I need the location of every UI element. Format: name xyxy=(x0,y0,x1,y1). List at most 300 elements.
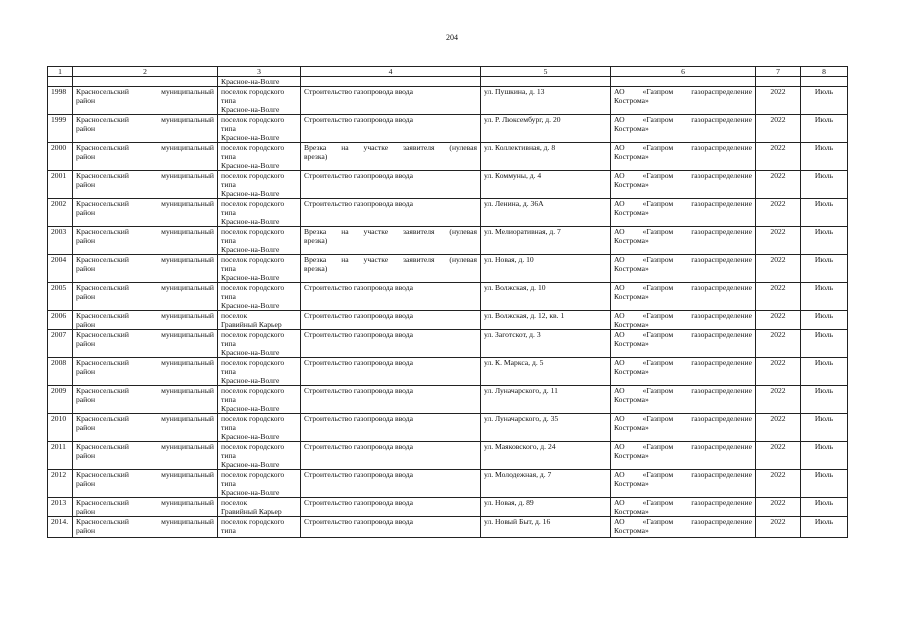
district-text: район xyxy=(76,367,96,376)
organization-text: АО «Газпром газораспределение xyxy=(614,311,752,320)
address-cell: ул. Луначарского, д. 35 xyxy=(481,414,611,442)
organization-text: АО «Газпром газораспределение xyxy=(614,115,752,124)
district-text: Красносельский муниципальный xyxy=(76,143,214,152)
organization-text: АО «Газпром газораспределение xyxy=(614,227,752,236)
work-type-text: Строительство газопровода ввода xyxy=(304,311,413,320)
month-cell: Июль xyxy=(801,171,848,199)
year-cell: 2022 xyxy=(756,470,801,498)
work-type-text: Строительство газопровода ввода xyxy=(304,498,413,507)
month-cell: Июль xyxy=(801,358,848,386)
settlement-cell xyxy=(218,358,301,386)
settlement-text: Красное-на-Волге xyxy=(221,189,280,198)
row-number-cell: 2002 xyxy=(48,199,73,227)
district-text: Красносельский муниципальный xyxy=(76,386,214,395)
address-cell: ул. Волжская, д. 10 xyxy=(481,283,611,311)
organization-cell xyxy=(611,358,756,386)
table-row xyxy=(48,255,848,283)
settlement-cell xyxy=(218,227,301,255)
table-row xyxy=(48,171,848,199)
settlement-text: Красное-на-Волге xyxy=(221,161,280,170)
row-number-cell: 2013 xyxy=(48,498,73,517)
district-cell xyxy=(73,143,218,171)
month-cell: Июль xyxy=(801,227,848,255)
district-text: район xyxy=(76,507,96,516)
page-number: 204 xyxy=(446,33,458,42)
table-row xyxy=(48,115,848,143)
address-cell: ул. Новая, д. 89 xyxy=(481,498,611,517)
work-type-cell xyxy=(301,414,481,442)
address-cell: ул. Новая, д. 10 xyxy=(481,255,611,283)
district-text: Красносельский муниципальный xyxy=(76,498,214,507)
work-type-cell xyxy=(301,330,481,358)
settlement-text: поселок городского xyxy=(221,517,285,526)
work-type-cell xyxy=(301,115,481,143)
organization-cell xyxy=(611,311,756,330)
table-row xyxy=(48,358,848,386)
column-header: 4 xyxy=(301,67,481,77)
settlement-text: типа xyxy=(221,339,236,348)
district-cell xyxy=(73,386,218,414)
work-type-text: Строительство газопровода ввода xyxy=(304,442,413,451)
month-cell: Июль xyxy=(801,255,848,283)
settlement-cell xyxy=(218,115,301,143)
table-row xyxy=(48,199,848,227)
organization-cell xyxy=(611,171,756,199)
address-cell: ул. Коллективная, д. 8 xyxy=(481,143,611,171)
organization-text: Кострома» xyxy=(614,152,649,161)
settlement-cell xyxy=(218,311,301,330)
settlement-text: Красное-на-Волге xyxy=(221,432,280,441)
month-cell: Июль xyxy=(801,414,848,442)
work-type-cell xyxy=(301,498,481,517)
address-cell: ул. Мелиоративная, д. 7 xyxy=(481,227,611,255)
year-cell: 2022 xyxy=(756,171,801,199)
district-text: Красносельский муниципальный xyxy=(76,283,214,292)
work-type-text: врезка) xyxy=(304,236,328,245)
organization-text: АО «Газпром газораспределение xyxy=(614,87,752,96)
organization-cell xyxy=(611,227,756,255)
district-text: район xyxy=(76,479,96,488)
address-cell: ул. Новый Быт, д. 16 xyxy=(481,517,611,538)
work-type-text: Строительство газопровода ввода xyxy=(304,470,413,479)
column-number-row xyxy=(48,67,848,77)
organization-text: Кострома» xyxy=(614,339,649,348)
work-type-cell xyxy=(301,517,481,538)
district-cell xyxy=(73,498,218,517)
settlement-text: типа xyxy=(221,451,236,460)
table-row xyxy=(48,498,848,517)
organization-text: Кострома» xyxy=(614,208,649,217)
table-row xyxy=(48,283,848,311)
work-type-text: Врезка на участке заявителя (нулевая xyxy=(304,255,477,264)
table-row xyxy=(48,330,848,358)
district-cell xyxy=(73,358,218,386)
work-type-text: Врезка на участке заявителя (нулевая xyxy=(304,143,477,152)
column-header: 6 xyxy=(611,67,756,77)
work-type-cell xyxy=(301,470,481,498)
settlement-text: Красное-на-Волге xyxy=(221,348,280,357)
district-text: Красносельский муниципальный xyxy=(76,311,214,320)
organization-text: АО «Газпром газораспределение xyxy=(614,283,752,292)
work-type-text: Строительство газопровода ввода xyxy=(304,386,413,395)
row-number-cell: 2004 xyxy=(48,255,73,283)
table-row xyxy=(48,311,848,330)
address-cell: ул. Заготскот, д. 3 xyxy=(481,330,611,358)
row-number-cell: 2007 xyxy=(48,330,73,358)
row-number-cell: 2000 xyxy=(48,143,73,171)
district-text: Красносельский муниципальный xyxy=(76,330,214,339)
settlement-cell xyxy=(218,199,301,227)
row-number-cell: 2008 xyxy=(48,358,73,386)
organization-cell xyxy=(611,283,756,311)
district-text: район xyxy=(76,451,96,460)
month-cell: Июль xyxy=(801,442,848,470)
district-cell xyxy=(73,283,218,311)
month-cell: Июль xyxy=(801,199,848,227)
district-text: район xyxy=(76,423,96,432)
settlement-text: поселок городского xyxy=(221,87,285,96)
district-text: район xyxy=(76,395,96,404)
settlement-text: поселок городского xyxy=(221,227,285,236)
settlement-text: Красное-на-Волге xyxy=(221,273,280,282)
table-row xyxy=(48,414,848,442)
settlement-text: Гравийный Карьер xyxy=(221,320,282,329)
district-cell xyxy=(73,330,218,358)
district-text: район xyxy=(76,96,96,105)
month-cell: Июль xyxy=(801,87,848,115)
settlement-text: Гравийный Карьер xyxy=(221,507,282,516)
district-cell xyxy=(73,517,218,538)
settlement-text: типа xyxy=(221,180,236,189)
organization-text: Кострома» xyxy=(614,236,649,245)
organization-cell xyxy=(611,87,756,115)
row-number-cell: 2014. xyxy=(48,517,73,538)
district-cell xyxy=(73,87,218,115)
row-number-cell: 2012 xyxy=(48,470,73,498)
organization-text: АО «Газпром газораспределение xyxy=(614,171,752,180)
row-number-cell: 2009 xyxy=(48,386,73,414)
settlement-text: Красное-на-Волге xyxy=(221,245,280,254)
year-cell: 2022 xyxy=(756,255,801,283)
settlement-cell xyxy=(218,283,301,311)
table-row xyxy=(48,442,848,470)
organization-text: Кострома» xyxy=(614,292,649,301)
district-text: Красносельский муниципальный xyxy=(76,414,214,423)
settlement-text: поселок городского xyxy=(221,255,285,264)
work-type-cell xyxy=(301,442,481,470)
settlement-text: Красное-на-Волге xyxy=(221,301,280,310)
year-cell: 2022 xyxy=(756,115,801,143)
settlement-text: типа xyxy=(221,96,236,105)
organization-text: АО «Газпром газораспределение xyxy=(614,255,752,264)
district-text: Красносельский муниципальный xyxy=(76,517,214,526)
organization-cell xyxy=(611,470,756,498)
settlement-text: типа xyxy=(221,236,236,245)
month-cell: Июль xyxy=(801,517,848,538)
organization-cell xyxy=(611,442,756,470)
district-cell xyxy=(73,171,218,199)
year-cell: 2022 xyxy=(756,517,801,538)
organization-text: Кострома» xyxy=(614,264,649,273)
address-cell: ул. Коммуны, д. 4 xyxy=(481,171,611,199)
settlement-text: типа xyxy=(221,395,236,404)
organization-text: Кострома» xyxy=(614,180,649,189)
year-cell: 2022 xyxy=(756,442,801,470)
organization-text: Кострома» xyxy=(614,526,649,535)
organization-text: Кострома» xyxy=(614,320,649,329)
month-cell: Июль xyxy=(801,498,848,517)
district-cell xyxy=(73,255,218,283)
district-text: Красносельский муниципальный xyxy=(76,171,214,180)
work-type-cell xyxy=(301,358,481,386)
district-cell xyxy=(73,414,218,442)
organization-cell xyxy=(611,414,756,442)
row-number-cell: 1999 xyxy=(48,115,73,143)
month-cell: Июль xyxy=(801,330,848,358)
address-cell: ул. Волжская, д. 12, кв. 1 xyxy=(481,311,611,330)
table-row xyxy=(48,470,848,498)
table-row xyxy=(48,386,848,414)
settlement-text: Красное-на-Волге xyxy=(221,404,280,413)
year-cell: 2022 xyxy=(756,330,801,358)
district-text: район xyxy=(76,180,96,189)
settlement-text: поселок городского xyxy=(221,283,285,292)
organization-cell xyxy=(611,498,756,517)
column-header: 3 xyxy=(218,67,301,77)
settlement-text: поселок xyxy=(221,311,248,320)
work-type-cell xyxy=(301,199,481,227)
month-cell: Июль xyxy=(801,115,848,143)
settlement-text: поселок городского xyxy=(221,358,285,367)
table-row xyxy=(48,517,848,538)
organization-text: Кострома» xyxy=(614,423,649,432)
district-cell xyxy=(73,115,218,143)
work-type-cell xyxy=(301,255,481,283)
table-row xyxy=(48,87,848,115)
address-cell: ул. Луначарского, д. 11 xyxy=(481,386,611,414)
district-cell xyxy=(73,311,218,330)
district-cell xyxy=(73,199,218,227)
month-cell: Июль xyxy=(801,386,848,414)
district-text: район xyxy=(76,152,96,161)
work-type-text: врезка) xyxy=(304,152,328,161)
work-type-cell xyxy=(301,283,481,311)
year-cell: 2022 xyxy=(756,87,801,115)
work-type-text: Строительство газопровода ввода xyxy=(304,283,413,292)
district-cell xyxy=(73,227,218,255)
settlement-text: поселок xyxy=(221,498,248,507)
year-cell: 2022 xyxy=(756,414,801,442)
settlement-text: типа xyxy=(221,367,236,376)
row-number-cell: 2010 xyxy=(48,414,73,442)
district-text: район xyxy=(76,264,96,273)
year-cell: 2022 xyxy=(756,498,801,517)
month-cell: Июль xyxy=(801,311,848,330)
work-type-text: Строительство газопровода ввода xyxy=(304,358,413,367)
row-number-cell: 1998 xyxy=(48,87,73,115)
settlement-text: поселок городского xyxy=(221,386,285,395)
district-text: Красносельский муниципальный xyxy=(76,115,214,124)
work-type-text: Строительство газопровода ввода xyxy=(304,330,413,339)
settlement-text: поселок городского xyxy=(221,115,285,124)
settlement-text: поселок городского xyxy=(221,199,285,208)
district-text: район xyxy=(76,339,96,348)
settlement-text: поселок городского xyxy=(221,143,285,152)
organization-text: АО «Газпром газораспределение xyxy=(614,386,752,395)
organization-text: АО «Газпром газораспределение xyxy=(614,358,752,367)
address-cell: ул. Молодежная, д. 7 xyxy=(481,470,611,498)
year-cell: 2022 xyxy=(756,283,801,311)
organization-cell xyxy=(611,115,756,143)
settlement-text: Красное-на-Волге xyxy=(221,488,280,497)
organization-cell xyxy=(611,143,756,171)
settlement-cell xyxy=(218,143,301,171)
settlement-cell xyxy=(218,171,301,199)
settlement-text: Красное-на-Волге xyxy=(221,460,280,469)
column-header: 7 xyxy=(756,67,801,77)
organization-text: АО «Газпром газораспределение xyxy=(614,470,752,479)
settlement-text: Красное-на-Волге xyxy=(221,133,280,142)
gas-connection-registry-table xyxy=(47,66,848,538)
settlement-text: типа xyxy=(221,423,236,432)
organization-cell xyxy=(611,199,756,227)
year-cell: 2022 xyxy=(756,358,801,386)
settlement-text: поселок городского xyxy=(221,330,285,339)
address-cell: ул. Ленина, д. 36А xyxy=(481,199,611,227)
organization-text: АО «Газпром газораспределение xyxy=(614,199,752,208)
work-type-cell xyxy=(301,143,481,171)
organization-text: АО «Газпром газораспределение xyxy=(614,442,752,451)
district-text: Красносельский муниципальный xyxy=(76,470,214,479)
row-number-cell: 2006 xyxy=(48,311,73,330)
settlement-text: поселок городского xyxy=(221,470,285,479)
settlement-cell xyxy=(218,330,301,358)
row-number-cell: 2005 xyxy=(48,283,73,311)
year-cell: 2022 xyxy=(756,227,801,255)
organization-cell xyxy=(611,386,756,414)
settlement-text: Красное-на-Волге xyxy=(221,217,280,226)
month-cell: Июль xyxy=(801,283,848,311)
district-text: Красносельский муниципальный xyxy=(76,227,214,236)
work-type-cell xyxy=(301,311,481,330)
work-type-cell xyxy=(301,227,481,255)
district-text: район xyxy=(76,208,96,217)
district-text: район xyxy=(76,526,96,535)
settlement-cell xyxy=(218,442,301,470)
address-cell: ул. Р. Люксембург, д. 20 xyxy=(481,115,611,143)
settlement-text: поселок городского xyxy=(221,414,285,423)
district-cell xyxy=(73,442,218,470)
work-type-text: Строительство газопровода ввода xyxy=(304,115,413,124)
table-row xyxy=(48,227,848,255)
work-type-cell xyxy=(301,87,481,115)
row-number-cell: 2001 xyxy=(48,171,73,199)
organization-text: Кострома» xyxy=(614,479,649,488)
work-type-text: врезка) xyxy=(304,264,328,273)
organization-text: АО «Газпром газораспределение xyxy=(614,414,752,423)
settlement-text: типа xyxy=(221,292,236,301)
settlement-text: типа xyxy=(221,264,236,273)
organization-text: Кострома» xyxy=(614,124,649,133)
row-number-cell: 2011 xyxy=(48,442,73,470)
settlement-text: типа xyxy=(221,526,236,535)
organization-cell xyxy=(611,517,756,538)
year-cell: 2022 xyxy=(756,386,801,414)
work-type-text: Строительство газопровода ввода xyxy=(304,87,413,96)
column-header: 2 xyxy=(73,67,218,77)
organization-text: Кострома» xyxy=(614,367,649,376)
organization-text: АО «Газпром газораспределение xyxy=(614,330,752,339)
settlement-text: типа xyxy=(221,152,236,161)
organization-text: Кострома» xyxy=(614,451,649,460)
district-text: район xyxy=(76,320,96,329)
settlement-cell xyxy=(218,470,301,498)
settlement-text: типа xyxy=(221,208,236,217)
organization-cell xyxy=(611,330,756,358)
settlement-text: поселок городского xyxy=(221,442,285,451)
district-text: район xyxy=(76,236,96,245)
district-text: Красносельский муниципальный xyxy=(76,199,214,208)
settlement-cell xyxy=(218,498,301,517)
organization-text: АО «Газпром газораспределение xyxy=(614,517,752,526)
settlement-cell xyxy=(218,414,301,442)
year-cell: 2022 xyxy=(756,199,801,227)
work-type-text: Строительство газопровода ввода xyxy=(304,414,413,423)
settlement-cell xyxy=(218,87,301,115)
address-cell: ул. К. Маркса, д. 5 xyxy=(481,358,611,386)
work-type-cell xyxy=(301,171,481,199)
year-cell: 2022 xyxy=(756,143,801,171)
district-text: Красносельский муниципальный xyxy=(76,87,214,96)
address-cell: ул. Маяковского, д. 24 xyxy=(481,442,611,470)
settlement-text: поселок городского xyxy=(221,171,285,180)
carry-over-settlement: Красное-на-Волге xyxy=(218,77,301,87)
organization-cell xyxy=(611,255,756,283)
column-header: 5 xyxy=(481,67,611,77)
column-header: 1 xyxy=(48,67,73,77)
district-text: Красносельский муниципальный xyxy=(76,442,214,451)
month-cell: Июль xyxy=(801,143,848,171)
column-header: 8 xyxy=(801,67,848,77)
district-text: Красносельский муниципальный xyxy=(76,255,214,264)
settlement-cell xyxy=(218,517,301,538)
work-type-cell xyxy=(301,386,481,414)
settlement-text: Красное-на-Волге xyxy=(221,105,280,114)
carry-over-row xyxy=(48,77,848,87)
year-cell: 2022 xyxy=(756,311,801,330)
organization-text: АО «Газпром газораспределение xyxy=(614,143,752,152)
row-number-cell: 2003 xyxy=(48,227,73,255)
table-row xyxy=(48,143,848,171)
settlement-text: Красное-на-Волге xyxy=(221,376,280,385)
work-type-text: Строительство газопровода ввода xyxy=(304,199,413,208)
district-text: район xyxy=(76,124,96,133)
settlement-cell xyxy=(218,386,301,414)
settlement-cell xyxy=(218,255,301,283)
settlement-text: типа xyxy=(221,479,236,488)
organization-text: Кострома» xyxy=(614,395,649,404)
organization-text: Кострома» xyxy=(614,507,649,516)
settlement-text: типа xyxy=(221,124,236,133)
district-text: Красносельский муниципальный xyxy=(76,358,214,367)
work-type-text: Врезка на участке заявителя (нулевая xyxy=(304,227,477,236)
organization-text: АО «Газпром газораспределение xyxy=(614,498,752,507)
work-type-text: Строительство газопровода ввода xyxy=(304,171,413,180)
district-text: район xyxy=(76,292,96,301)
month-cell: Июль xyxy=(801,470,848,498)
district-cell xyxy=(73,470,218,498)
work-type-text: Строительство газопровода ввода xyxy=(304,517,413,526)
